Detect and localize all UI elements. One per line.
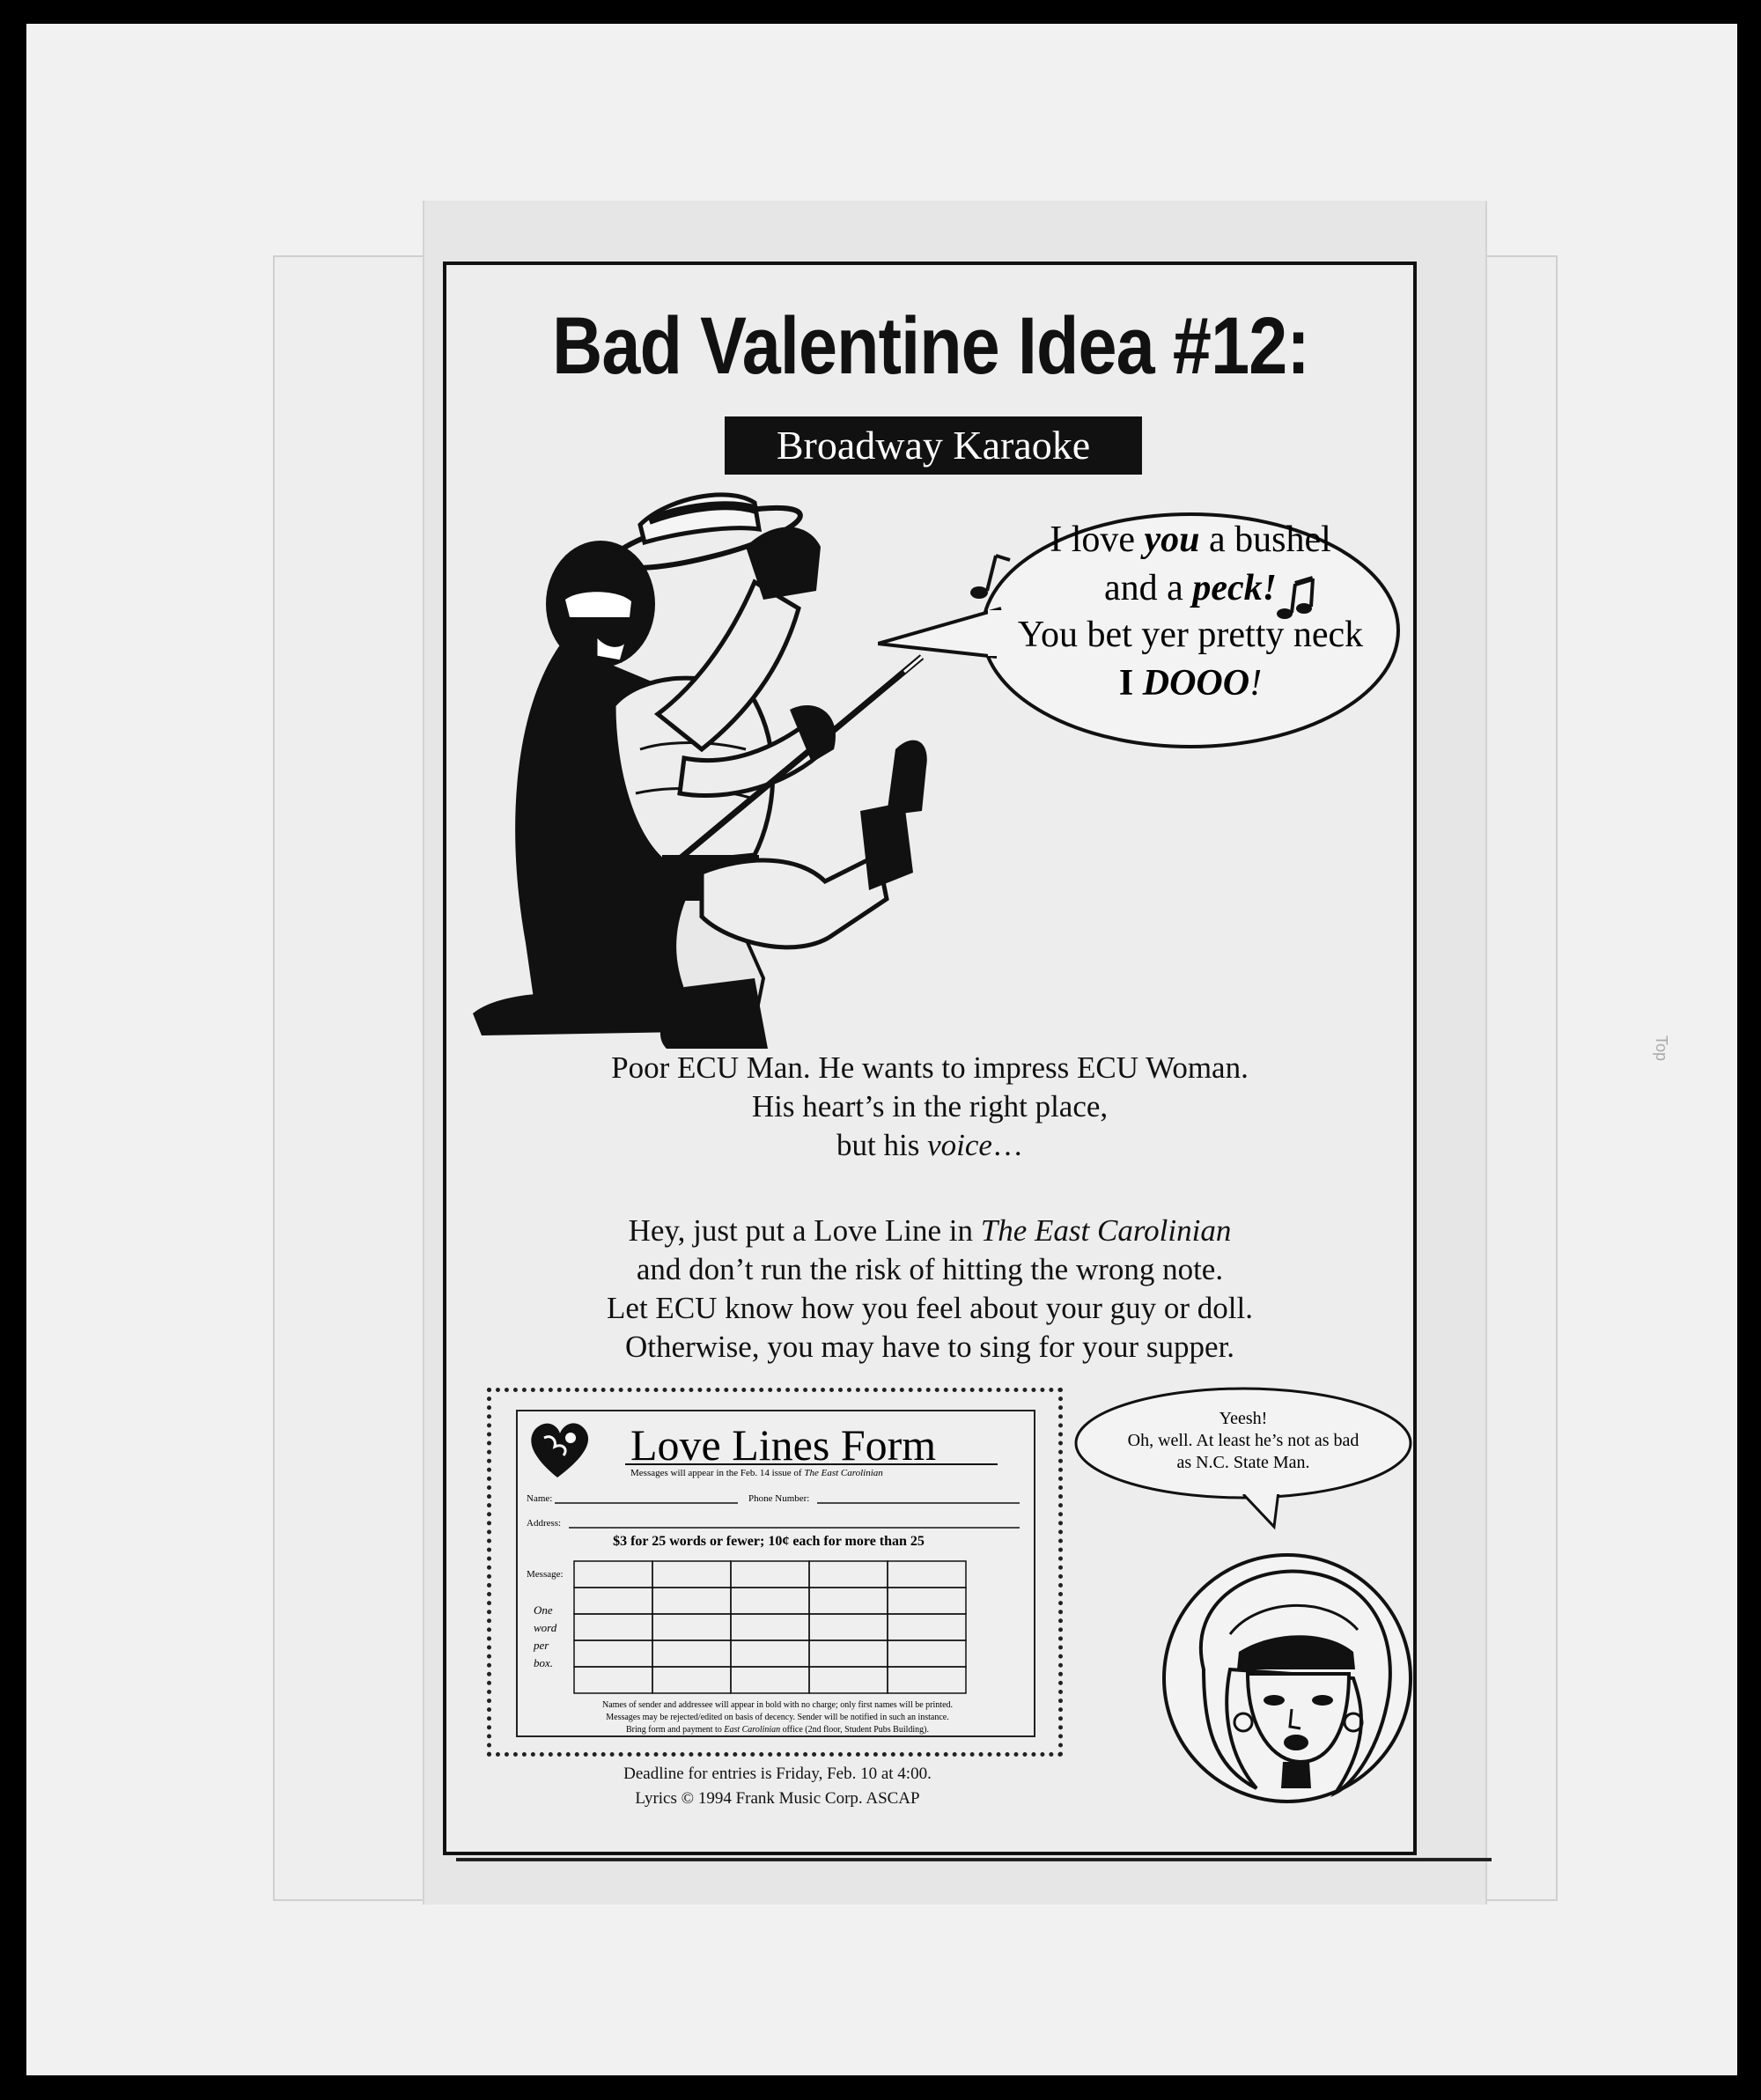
speech-line2a: and a xyxy=(1104,568,1193,608)
hint-line4: box. xyxy=(534,1656,554,1669)
word-box[interactable] xyxy=(731,1561,809,1588)
speech-line4a: I xyxy=(1118,663,1143,704)
word-box[interactable] xyxy=(652,1667,731,1693)
speech-line1a: I love xyxy=(1050,519,1145,560)
love-lines-form xyxy=(516,1410,1035,1737)
word-box[interactable] xyxy=(652,1614,731,1640)
margin-note: Top xyxy=(1653,1035,1671,1062)
body2-line3: Let ECU know how you feel about your guy or doll. xyxy=(607,1291,1253,1325)
word-box[interactable] xyxy=(652,1561,731,1588)
word-box[interactable] xyxy=(574,1640,652,1667)
body1-line1: Poor ECU Man. He wants to impress ECU Woman. xyxy=(611,1050,1249,1085)
word-box[interactable] xyxy=(652,1640,731,1667)
deadline-block xyxy=(487,1762,1068,1811)
word-box[interactable] xyxy=(574,1561,652,1588)
body2-line1-a: Hey, just put a Love Line in xyxy=(628,1213,981,1248)
cupid-heart-icon xyxy=(531,1423,588,1477)
svg-text:Messages will appear in the Fe xyxy=(630,1468,883,1478)
lyrics-credit: Lyrics © 1994 Frank Music Corp. ASCAP xyxy=(635,1789,920,1808)
body2-line2: and don’t run the risk of hitting the wrong note. xyxy=(636,1252,1224,1286)
form-note3-c: office (2nd floor, Student Pubs Building). xyxy=(780,1725,930,1735)
speech-line4c: ! xyxy=(1249,663,1263,704)
headline: Bad Valentine Idea #12: xyxy=(552,301,1309,391)
word-box[interactable] xyxy=(809,1561,888,1588)
word-box[interactable] xyxy=(888,1667,966,1693)
ecu-woman-portrait xyxy=(1151,1546,1424,1810)
word-box[interactable] xyxy=(809,1667,888,1693)
body2-line1-b: The East Carolinian xyxy=(980,1213,1232,1248)
word-box[interactable] xyxy=(652,1588,731,1614)
form-subtitle-a: Messages will appear in the Feb. 14 issue of xyxy=(630,1468,805,1478)
word-box[interactable] xyxy=(574,1667,652,1693)
deadline-line: Deadline for entries is Friday, Feb. 10 at 4:00. xyxy=(623,1765,932,1783)
form-title: Love Lines Form xyxy=(630,1420,937,1470)
speech-bubble-man xyxy=(878,503,1406,758)
word-box[interactable] xyxy=(731,1667,809,1693)
word-box[interactable] xyxy=(809,1640,888,1667)
word-box[interactable] xyxy=(731,1640,809,1667)
body2-line4: Otherwise, you may have to sing for your supper. xyxy=(624,1330,1235,1364)
hint-line1: One xyxy=(534,1603,553,1617)
woman-line1: Yeesh! xyxy=(1219,1409,1268,1428)
hint-line2: word xyxy=(534,1621,557,1634)
svg-text:and a peck! xyxy=(1104,568,1277,608)
speech-line4b: DOOO xyxy=(1142,663,1250,704)
word-box[interactable] xyxy=(731,1588,809,1614)
name-label: Name: xyxy=(527,1493,553,1504)
woman-line2: Oh, well. At least he’s not as bad xyxy=(1127,1431,1359,1450)
word-box[interactable] xyxy=(888,1588,966,1614)
word-box[interactable] xyxy=(809,1614,888,1640)
form-note2: Messages may be rejected/edited on basis of decency. Sender will be notified in such an instance. xyxy=(606,1713,949,1722)
word-box[interactable] xyxy=(809,1588,888,1614)
body1-line2: His heart’s in the right place, xyxy=(751,1089,1109,1124)
hint-line3: per xyxy=(534,1639,549,1652)
speech-bubble-woman xyxy=(1067,1382,1419,1540)
svg-text:I love you a bushel xyxy=(1050,519,1331,560)
word-box[interactable] xyxy=(888,1614,966,1640)
body1-line3 xyxy=(446,1126,1413,1165)
message-grid[interactable] xyxy=(574,1561,966,1693)
svg-text:Bring form and payment to East xyxy=(626,1725,929,1735)
price-line: $3 for 25 words or fewer; 10¢ each for more than 25 xyxy=(613,1534,925,1549)
ad-rule xyxy=(456,1858,1492,1861)
woman-line3: as N.C. State Man. xyxy=(1176,1453,1310,1472)
form-note3-a: Bring form and payment to xyxy=(625,1725,725,1735)
word-box[interactable] xyxy=(888,1561,966,1588)
speech-line1c: a bushel xyxy=(1199,519,1331,560)
body1-line3-a: but his xyxy=(836,1128,928,1162)
body1-line3-c: … xyxy=(991,1128,1023,1162)
address-label: Address: xyxy=(527,1518,562,1529)
phone-label: Phone Number: xyxy=(748,1493,810,1504)
advertisement xyxy=(443,262,1417,1855)
word-box[interactable] xyxy=(731,1614,809,1640)
body2-line1 xyxy=(446,1212,1413,1250)
form-subtitle-b: The East Carolinian xyxy=(804,1468,883,1478)
speech-line1b: you xyxy=(1144,519,1200,560)
form-note3-b: East Carolinian xyxy=(724,1725,781,1735)
body-copy-intro xyxy=(446,1049,1413,1165)
speech-line3: You bet yer pretty neck xyxy=(1017,615,1364,655)
speech-line2b: peck! xyxy=(1192,568,1277,608)
subhead-banner: Broadway Karaoke xyxy=(725,416,1142,475)
body-copy-pitch xyxy=(446,1212,1413,1367)
form-note1: Names of sender and addressee will appear in bold with no charge; only first names will be printed. xyxy=(601,1700,954,1710)
message-label: Message: xyxy=(527,1569,564,1580)
love-lines-coupon xyxy=(487,1388,1063,1757)
word-box[interactable] xyxy=(888,1640,966,1667)
svg-text:I DOOO! xyxy=(1119,663,1262,704)
body1-line3-b: voice xyxy=(927,1128,992,1162)
word-box[interactable] xyxy=(574,1588,652,1614)
word-box[interactable] xyxy=(574,1614,652,1640)
